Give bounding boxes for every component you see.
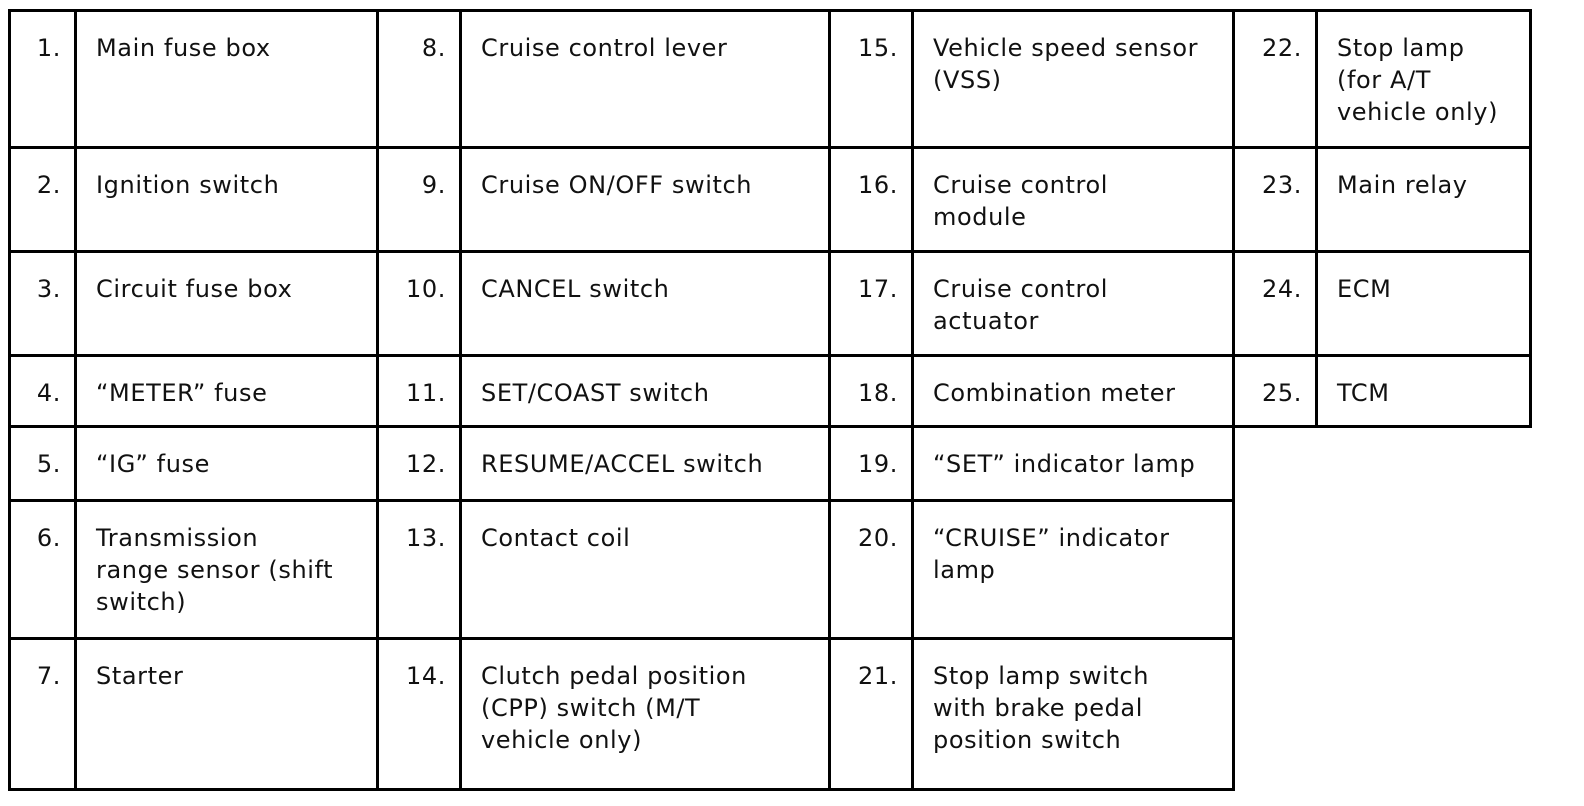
legend-item-number: 24. bbox=[1232, 250, 1318, 357]
legend-item-number: 2. bbox=[8, 146, 77, 253]
legend-item-label: Cruise control module bbox=[911, 146, 1235, 253]
legend-item-label: Cruise control lever bbox=[459, 9, 831, 149]
legend-item-label: CANCEL switch bbox=[459, 250, 831, 357]
legend-item-label: SET/COAST switch bbox=[459, 354, 831, 428]
legend-item-number: 4. bbox=[8, 354, 77, 428]
legend-item-label: Combination meter bbox=[911, 354, 1235, 428]
legend-item-number: 10. bbox=[376, 250, 462, 357]
legend-item-label: Stop lamp (for A/T vehicle only) bbox=[1315, 9, 1532, 149]
legend-item-number: 25. bbox=[1232, 354, 1318, 428]
legend-item-label: TCM bbox=[1315, 354, 1532, 428]
legend-item-number: 18. bbox=[828, 354, 914, 428]
legend-item-number: 16. bbox=[828, 146, 914, 253]
legend-item-label: “CRUISE” indicator lamp bbox=[911, 499, 1235, 640]
legend-item-number: 14. bbox=[376, 637, 462, 791]
legend-item-label: Main fuse box bbox=[74, 9, 379, 149]
legend-item-label: Contact coil bbox=[459, 499, 831, 640]
legend-item-number: 23. bbox=[1232, 146, 1318, 253]
legend-item-number: 5. bbox=[8, 425, 77, 502]
legend-item-number: 9. bbox=[376, 146, 462, 253]
component-legend-table bbox=[8, 9, 1532, 791]
legend-item-label: Clutch pedal position (CPP) switch (M/T vehicle only) bbox=[459, 637, 831, 791]
legend-item-label: Main relay bbox=[1315, 146, 1532, 253]
legend-item-number: 12. bbox=[376, 425, 462, 502]
legend-item-number: 6. bbox=[8, 499, 77, 640]
legend-item-label: Stop lamp switch with brake pedal position switch bbox=[911, 637, 1235, 791]
legend-item-label: “SET” indicator lamp bbox=[911, 425, 1235, 502]
legend-item-number: 1. bbox=[8, 9, 77, 149]
legend-item-label: ECM bbox=[1315, 250, 1532, 357]
legend-item-label: Ignition switch bbox=[74, 146, 379, 253]
legend-item-label: “IG” fuse bbox=[74, 425, 379, 502]
legend-item-number: 22. bbox=[1232, 9, 1318, 149]
legend-item-number: 8. bbox=[376, 9, 462, 149]
legend-item-number: 21. bbox=[828, 637, 914, 791]
legend-item-label: Vehicle speed sensor (VSS) bbox=[911, 9, 1235, 149]
legend-item-number: 20. bbox=[828, 499, 914, 640]
legend-item-number: 15. bbox=[828, 9, 914, 149]
legend-item-label: Circuit fuse box bbox=[74, 250, 379, 357]
legend-item-number: 11. bbox=[376, 354, 462, 428]
legend-item-label: Starter bbox=[74, 637, 379, 791]
legend-item-label: Transmission range sensor (shift switch) bbox=[74, 499, 379, 640]
legend-item-number: 13. bbox=[376, 499, 462, 640]
legend-item-number: 17. bbox=[828, 250, 914, 357]
legend-item-number: 3. bbox=[8, 250, 77, 357]
legend-item-label: RESUME/ACCEL switch bbox=[459, 425, 831, 502]
legend-item-number: 7. bbox=[8, 637, 77, 791]
legend-item-label: Cruise ON/OFF switch bbox=[459, 146, 831, 253]
legend-item-label: “METER” fuse bbox=[74, 354, 379, 428]
legend-item-label: Cruise control actuator bbox=[911, 250, 1235, 357]
legend-item-number: 19. bbox=[828, 425, 914, 502]
